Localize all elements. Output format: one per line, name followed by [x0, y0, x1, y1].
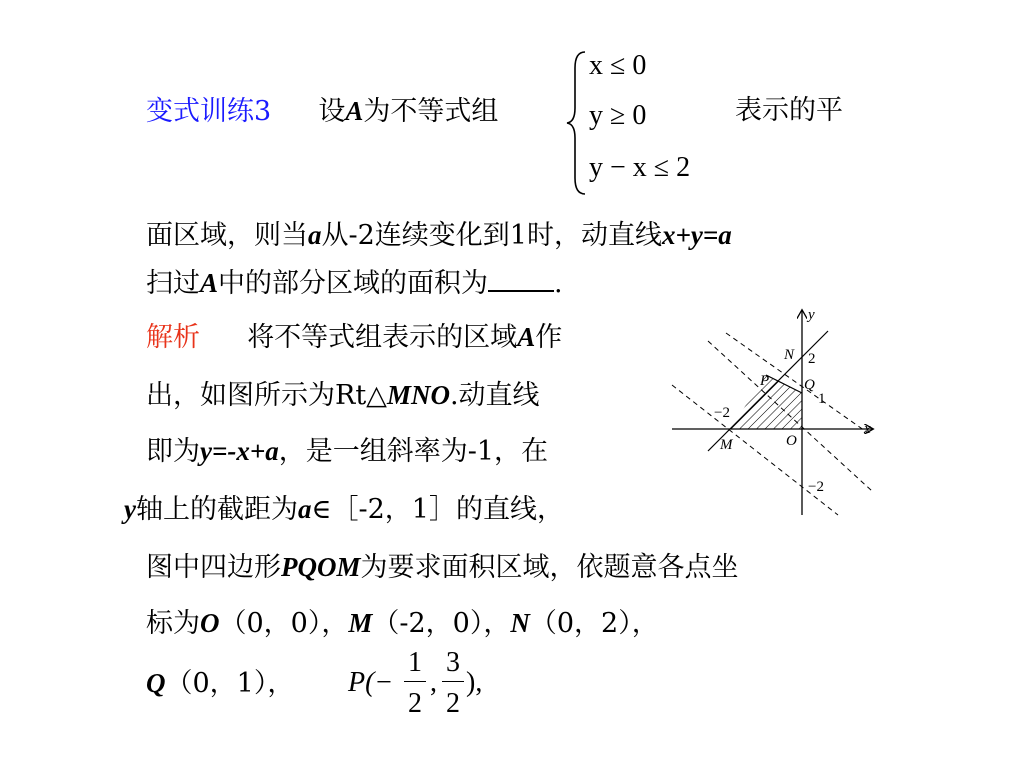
text: .	[554, 268, 563, 299]
exercise-label: 变式训练3	[146, 96, 272, 127]
answer-blank	[488, 266, 554, 292]
var-A: A	[345, 96, 364, 126]
problem-header	[146, 94, 498, 129]
solution-line5	[146, 550, 739, 585]
point-M: M	[348, 608, 373, 638]
text: 中的部分区域的面积为	[218, 268, 489, 299]
text: .动直线	[449, 380, 540, 411]
frac2-den: 2	[446, 688, 460, 719]
point-P-prefix: P(−	[348, 667, 394, 698]
text: 作	[535, 322, 563, 353]
text: （0，0），	[219, 608, 349, 639]
text: 为要求面积区域，依题意各点坐	[360, 552, 739, 583]
label-P: P	[760, 373, 770, 389]
y-axis-label: y	[808, 307, 815, 323]
text: 出，如图所示为Rt△	[146, 380, 387, 411]
comma: ,	[430, 667, 437, 698]
header-text-post: 为不等式组	[363, 96, 499, 127]
x-axis-label: x	[864, 421, 871, 437]
var-A: A	[200, 268, 219, 298]
text: 将不等式组表示的区域	[247, 322, 518, 353]
label-2: 2	[808, 351, 816, 367]
solution-line4	[124, 492, 564, 527]
brace-icon	[565, 48, 587, 198]
solution-label: 解析	[146, 322, 200, 353]
frac1-num: 1	[408, 647, 422, 678]
text: 轴上的截距为	[135, 494, 298, 525]
label-N: N	[784, 347, 795, 363]
solution-line7	[146, 666, 294, 701]
text: （-2，0），	[372, 608, 511, 639]
text: 标为	[146, 608, 200, 639]
label-O: O	[786, 433, 797, 449]
var-a: a	[308, 220, 322, 250]
var-a: a	[297, 494, 312, 524]
expr-line: x+y=a	[661, 220, 732, 250]
label-M: M	[720, 437, 733, 453]
point-P-suffix: ),	[466, 667, 483, 698]
point-N: N	[510, 608, 530, 638]
text: ，是一组斜率为-1，在	[278, 436, 549, 467]
text: 即为	[146, 436, 200, 467]
solution-line1	[146, 320, 562, 355]
text: 面区域，则当	[146, 220, 308, 251]
var-MNO: MNO	[386, 380, 450, 410]
text: （0，1），	[165, 668, 295, 699]
var-PQOM: PQOM	[281, 552, 361, 582]
expr-line: y=-x+a	[200, 436, 279, 466]
header-text-pre: 设	[318, 96, 346, 127]
para1-line1	[146, 218, 732, 253]
inequality-row-3: y − x ≤ 2	[589, 152, 691, 183]
var-y: y	[124, 494, 136, 524]
solution-line3	[146, 434, 548, 469]
point-Q: Q	[146, 668, 166, 698]
region-graph	[668, 305, 878, 520]
inequality-row-1: x ≤ 0	[589, 50, 647, 81]
frac1-den: 2	[408, 688, 422, 719]
text: （0，2），	[529, 608, 659, 639]
para1-line2	[146, 266, 563, 301]
frac2-bar	[442, 681, 464, 682]
label-Q: Q	[804, 377, 815, 393]
inequality-row-2: y ≥ 0	[589, 100, 647, 131]
inequality-system	[565, 48, 725, 198]
text: 扫过	[146, 268, 200, 299]
solution-line6	[146, 606, 659, 641]
label-neg2-y: −2	[808, 479, 824, 495]
text: 图中四边形	[146, 552, 281, 583]
label-neg2-x: −2	[714, 405, 730, 421]
label-1: 1	[818, 391, 826, 407]
solution-line2	[146, 378, 540, 413]
text: 从-2连续变化到1时，动直线	[321, 220, 662, 251]
dashed-line-a1	[708, 341, 872, 491]
frac1-bar	[404, 681, 426, 682]
text: ∈［-2，1］的直线，	[311, 494, 564, 525]
frac2-num: 3	[446, 647, 460, 678]
header-text-after: 表示的平	[735, 95, 843, 126]
var-A: A	[517, 322, 536, 352]
point-O: O	[200, 608, 220, 638]
